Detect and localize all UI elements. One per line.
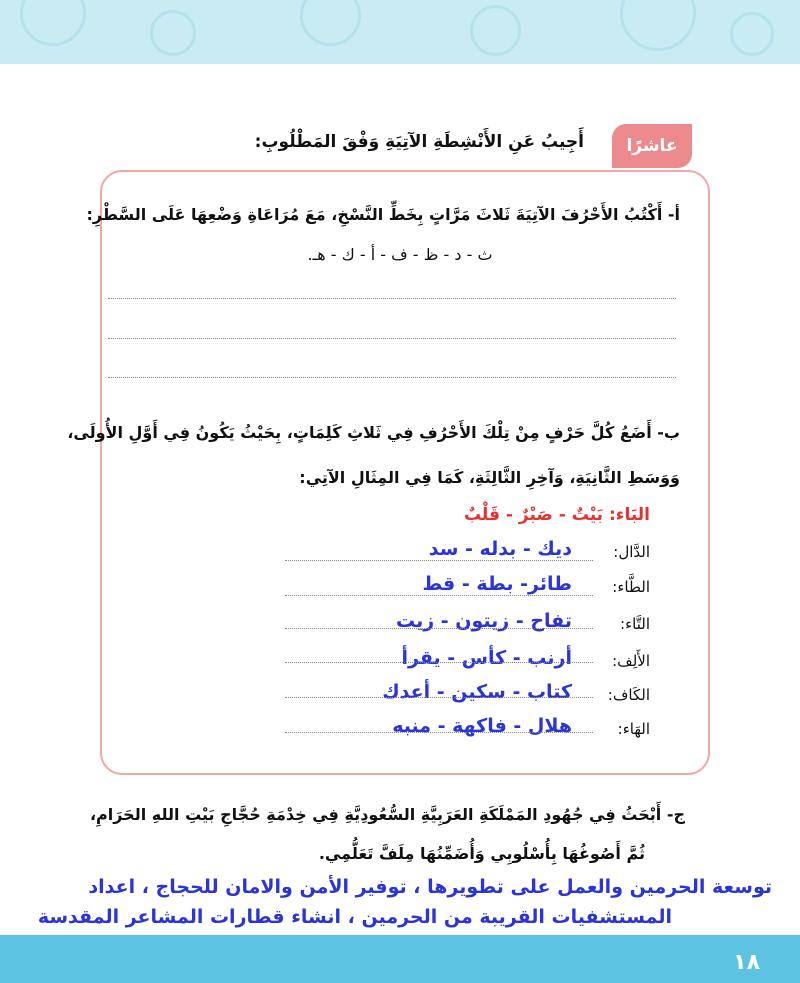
- writing-line[interactable]: [108, 338, 676, 339]
- answer-line[interactable]: [285, 595, 593, 596]
- header-pattern-shape: [470, 5, 521, 56]
- writing-line[interactable]: [108, 377, 676, 378]
- part-b-instruction-2: وَوَسَطِ الثَّانِيَةِ، وَآخِرِ الثَّالِثَةِ، كَمَا فِي المِثَالِ الآتِي:: [299, 468, 680, 487]
- letter-label-taa: التَّاء:: [620, 615, 650, 633]
- page-number: ١٨: [733, 950, 760, 975]
- answer-line[interactable]: [285, 732, 593, 733]
- answer-line[interactable]: [285, 628, 593, 629]
- letter-label-taa-heavy: الطَّاء:: [612, 578, 650, 596]
- answer-dal: ديك - بدله - سد: [428, 538, 572, 560]
- answer-line[interactable]: [285, 697, 593, 698]
- part-c-answer-line-2: المستشفيات القريبة من الحرمين ، انشاء قطارات المشاعر المقدسة: [37, 906, 672, 928]
- answer-taa: تفاح - زيتون - زيت: [395, 610, 572, 632]
- header-pattern-shape: [20, 0, 86, 46]
- part-b-example: البَاء: بَيْتٌ - صَبْرٌ - قَلْبٌ: [463, 505, 650, 525]
- header-pattern-shape: [150, 10, 196, 56]
- part-c-instruction-1: ج- أَبْحَثُ فِي جُهُودِ المَمْلَكَةِ العَرَبِيَّةِ السُّعُودِيَّةِ فِي خِدْمَةِ حُجَّاجِ بَيْتِ اللهِ الحَرَامِ،: [89, 805, 685, 824]
- footer-band: [0, 935, 800, 983]
- header-pattern-shape: [730, 12, 774, 56]
- answer-line[interactable]: [285, 662, 593, 663]
- part-c-instruction-2: ثُمَّ أَصُوغُهَا بِأُسْلُوبِي وَأُضَمِّنُهَا مِلَفَّ تَعَلُّمِي.: [318, 844, 645, 863]
- answer-kaf: كتاب - سكين - أعدك: [382, 681, 572, 703]
- decorative-header-band: [0, 0, 800, 64]
- part-b-instruction-1: ب- أَضَعُ كُلَّ حَرْفٍ مِنْ تِلْكَ الأَحْرُفِ فِي ثَلاثِ كَلِمَاتٍ، بِحَيْثُ يَكُونُ فِي أَوَّلِ الأُولَى،: [67, 423, 680, 442]
- answer-haa: هلال - فاكهة - منبه: [392, 715, 572, 737]
- letter-label-haa: الهَاء:: [617, 720, 650, 738]
- header-pattern-shape: [620, 0, 696, 51]
- part-a-instruction: أ- أَكْتُبُ الأَحْرُفَ الآتِيَةَ ثَلاثَ مَرَّاتٍ بِخَطِّ النَّسْخِ، مَعَ مُرَاعَاةِ وَضْعِهَا عَلَى السَّطْرِ:: [86, 205, 680, 224]
- header-pattern-shape: [300, 0, 361, 46]
- answer-alif: أرنب - كأس - يقرأ: [401, 647, 572, 669]
- letter-label-dal: الدَّال:: [613, 543, 650, 561]
- part-a-letters: ث - د - ظ - ف - أ - ك - هـ.: [307, 245, 493, 264]
- letter-label-kaf: الكَاف:: [607, 686, 650, 704]
- answer-line[interactable]: [285, 560, 593, 561]
- letter-label-alif: الأَلِف:: [612, 652, 650, 670]
- answer-taa-heavy: طائر- بطة - قط: [422, 573, 572, 595]
- section-heading: أَجِيبُ عَنِ الأَنْشِطَةِ الآتِيَةِ وَفْقَ المَطْلُوبِ:: [254, 132, 584, 152]
- section-badge: عاشرًا: [612, 124, 692, 168]
- writing-line[interactable]: [108, 298, 676, 299]
- part-c-answer-line-1: توسعة الحرمين والعمل على تطويرها ، توفير الأمن والامان للحجاج ، اعداد: [88, 876, 772, 898]
